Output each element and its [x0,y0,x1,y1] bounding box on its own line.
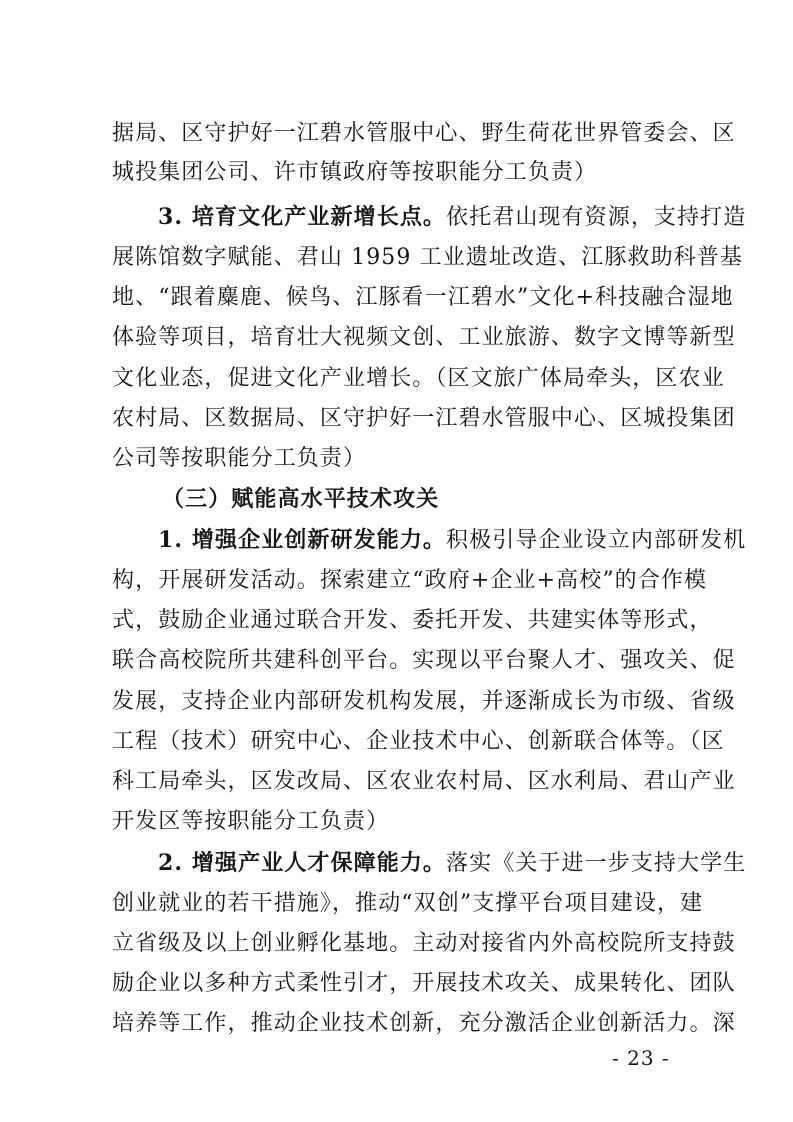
paragraph-line: 构，开展研发活动。探索建立“政府+企业+高校”的合作模 [112,568,708,593]
paragraph-line: 立省级及以上创业孵化基地。主动对接省内外高校院所支持鼓 [112,931,736,956]
document-page [112,0,747,1122]
item-text: 落实《关于进一步支持大学生 [446,851,747,876]
paragraph-line: 城投集团公司、许市镇政府等按职能分工负责） [112,160,598,185]
paragraph-line: 公司等按职能分工负责） [112,446,367,471]
paragraph-line: 科工局牵头，区发改局、区农业农村局、区水利局、君山产业 [112,769,736,794]
item-heading: 3. 培育文化产业新增长点。 [158,204,447,230]
item-text: 积极引导企业设立内部研发机 [446,528,747,553]
paragraph-line: 创业就业的若干措施》，推动“双创”支撑平台项目建设，建 [112,891,704,916]
paragraph-line: 展陈馆数字赋能、君山 1959 工业遗址改造、江豚救助科普基 [112,245,743,270]
paragraph-line: 培养等工作，推动企业技术创新，充分激活企业创新活力。深 [112,1011,736,1036]
paragraph-line: 文化业态，促进文化产业增长。（区文旅广体局牵头，区农业 [112,366,725,391]
item-heading: 2. 增强产业人才保障能力。 [158,850,447,876]
paragraph-line: 开发区等按职能分工负责） [112,809,390,834]
paragraph-line-lead [112,527,747,554]
paragraph-line-lead [112,204,747,231]
paragraph-line-lead [112,850,747,877]
paragraph-line: 地、“跟着麋鹿、候鸟、江豚看一江碧水”文化+科技融合湿地 [112,285,734,310]
page-number: - 23 - [612,1046,670,1070]
paragraph-line: 联合高校院所共建科创平台。实现以平台聚人才、强攻关、促 [112,648,736,673]
item-heading: 1. 增强企业创新研发能力。 [158,527,447,553]
paragraph-line: 发展，支持企业内部研发机构发展，并逐渐成长为市级、省级 [112,689,736,714]
paragraph-line: 据局、区守护好一江碧水管服中心、野生荷花世界管委会、区 [112,121,736,146]
paragraph-line: 体验等项目，培育壮大视频文创、工业旅游、数字文博等新型 [112,325,736,350]
paragraph-line: 工程（技术）研究中心、企业技术中心、创新联合体等。（区 [112,729,725,754]
section-heading: （三）赋能高水平技术攻关 [162,486,440,512]
paragraph-line: 式，鼓励企业通过联合开发、委托开发、共建实体等形式， [112,608,713,633]
paragraph-line: 农村局、区数据局、区守护好一江碧水管服中心、区城投集团 [112,406,736,431]
item-text: 依托君山现有资源，支持打造 [446,205,747,230]
paragraph-line: 励企业以多种方式柔性引才，开展技术攻关、成果转化、团队 [112,971,736,996]
